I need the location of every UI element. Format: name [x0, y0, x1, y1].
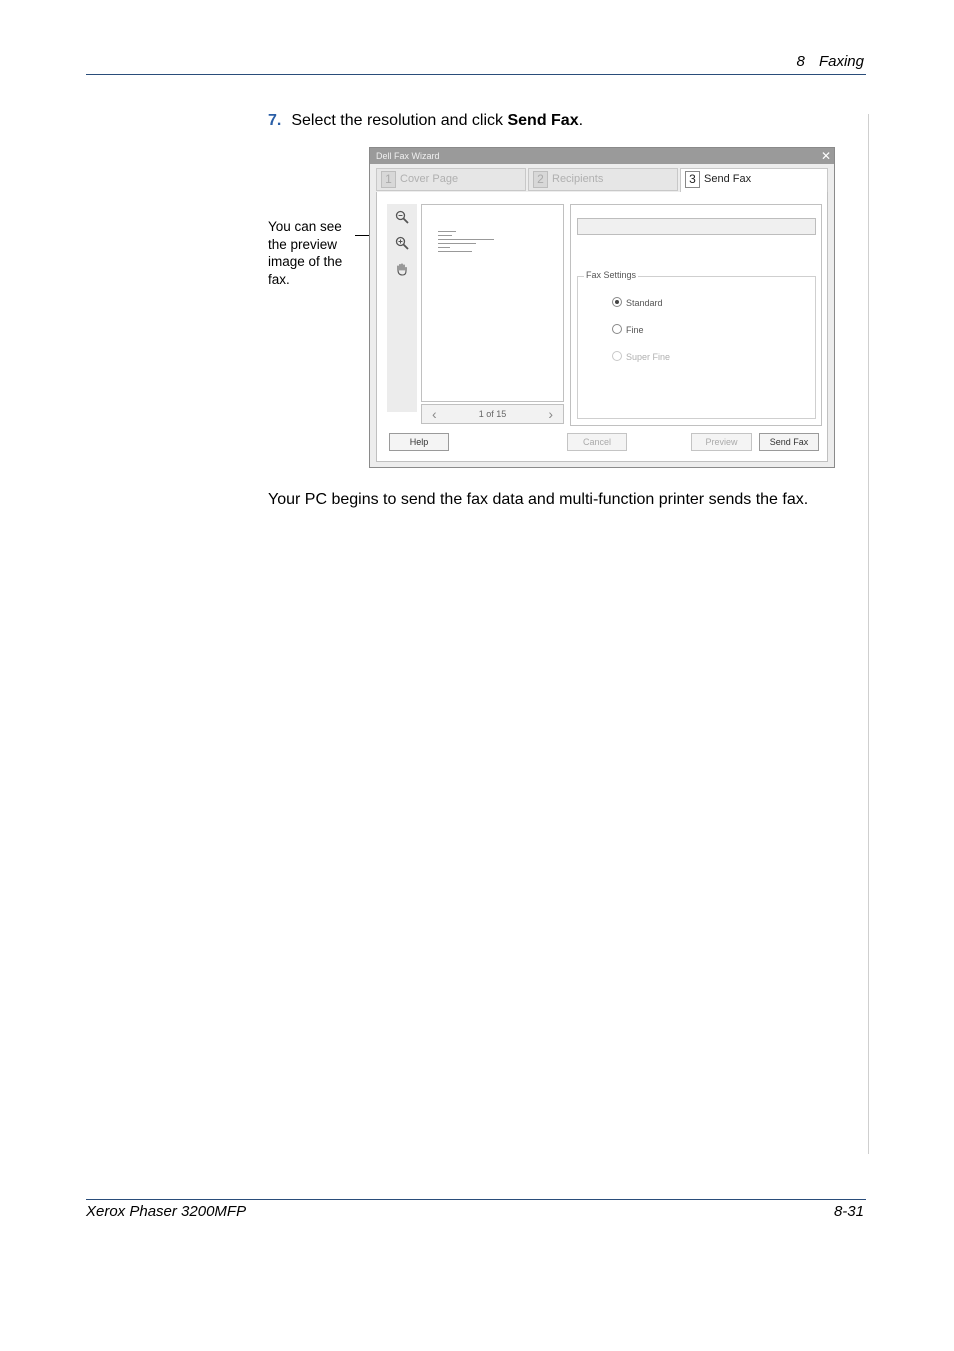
- step-instruction: [268, 112, 583, 130]
- body-paragraph: Your PC begins to send the fax data and multi-function printer sends the fax.: [268, 491, 809, 508]
- preview-page-thumbnail: [438, 231, 498, 259]
- zoom-out-icon[interactable]: [393, 210, 411, 228]
- send-progress-bar: [577, 218, 816, 235]
- chevron-right-icon[interactable]: ›: [548, 406, 553, 422]
- radio-standard[interactable]: [612, 297, 663, 308]
- callout-text: You can see the preview image of the fax.: [268, 219, 343, 287]
- tab-recipients[interactable]: [528, 168, 678, 191]
- step-bold-text: Send Fax: [507, 112, 579, 129]
- send-fax-button[interactable]: Send Fax: [759, 433, 819, 451]
- help-button[interactable]: Help: [389, 433, 449, 451]
- radio-unchecked-icon: [612, 324, 622, 334]
- tab-number: 3: [685, 171, 700, 188]
- tab-label: Recipients: [552, 173, 604, 185]
- margin-rule: [868, 114, 869, 1154]
- chapter-title: Faxing: [818, 53, 864, 70]
- radio-fine[interactable]: [612, 324, 644, 335]
- chapter-number: 8: [796, 53, 805, 70]
- running-header: [796, 53, 864, 70]
- page-navigator: [421, 404, 564, 424]
- tab-label: Cover Page: [400, 173, 459, 185]
- radio-label: Fine: [626, 325, 644, 335]
- zoom-in-icon[interactable]: [393, 236, 411, 254]
- radio-super-fine: [612, 351, 670, 362]
- fax-settings-group: [577, 270, 816, 419]
- footer-rule: [86, 1199, 866, 1200]
- radio-label: Standard: [626, 298, 663, 308]
- dialog-title: Dell Fax Wizard: [376, 151, 440, 161]
- tab-cover-page[interactable]: [376, 168, 526, 191]
- fax-settings-legend: Fax Settings: [586, 270, 637, 280]
- step-number: 7.: [268, 112, 282, 129]
- chevron-left-icon[interactable]: ‹: [432, 406, 437, 422]
- preview-button: Preview: [691, 433, 752, 451]
- send-settings-panel: [570, 204, 822, 426]
- tab-label: Send Fax: [704, 173, 752, 185]
- radio-checked-icon: [612, 297, 622, 307]
- preview-toolbar: [387, 204, 417, 412]
- tab-number: 2: [533, 171, 548, 188]
- fax-preview-image: [421, 204, 564, 402]
- dialog-titlebar: [370, 148, 834, 164]
- page-count: 1 of 15: [478, 409, 507, 419]
- fax-wizard-dialog: [369, 147, 835, 468]
- step-text-end: .: [578, 112, 584, 129]
- tab-number: 1: [381, 171, 396, 188]
- send-fax-panel: [376, 192, 828, 462]
- tab-send-fax[interactable]: [680, 168, 828, 192]
- cancel-button: Cancel: [567, 433, 627, 451]
- hand-pan-icon[interactable]: [393, 262, 411, 280]
- close-icon[interactable]: ✕: [820, 149, 831, 163]
- step-text: Select the resolution and click: [291, 112, 508, 129]
- header-rule: [86, 74, 866, 75]
- radio-unchecked-icon: [612, 351, 622, 361]
- footer-page-number: 8-31: [833, 1203, 864, 1220]
- footer-product-name: Xerox Phaser 3200MFP: [86, 1203, 247, 1220]
- radio-label: Super Fine: [626, 352, 671, 362]
